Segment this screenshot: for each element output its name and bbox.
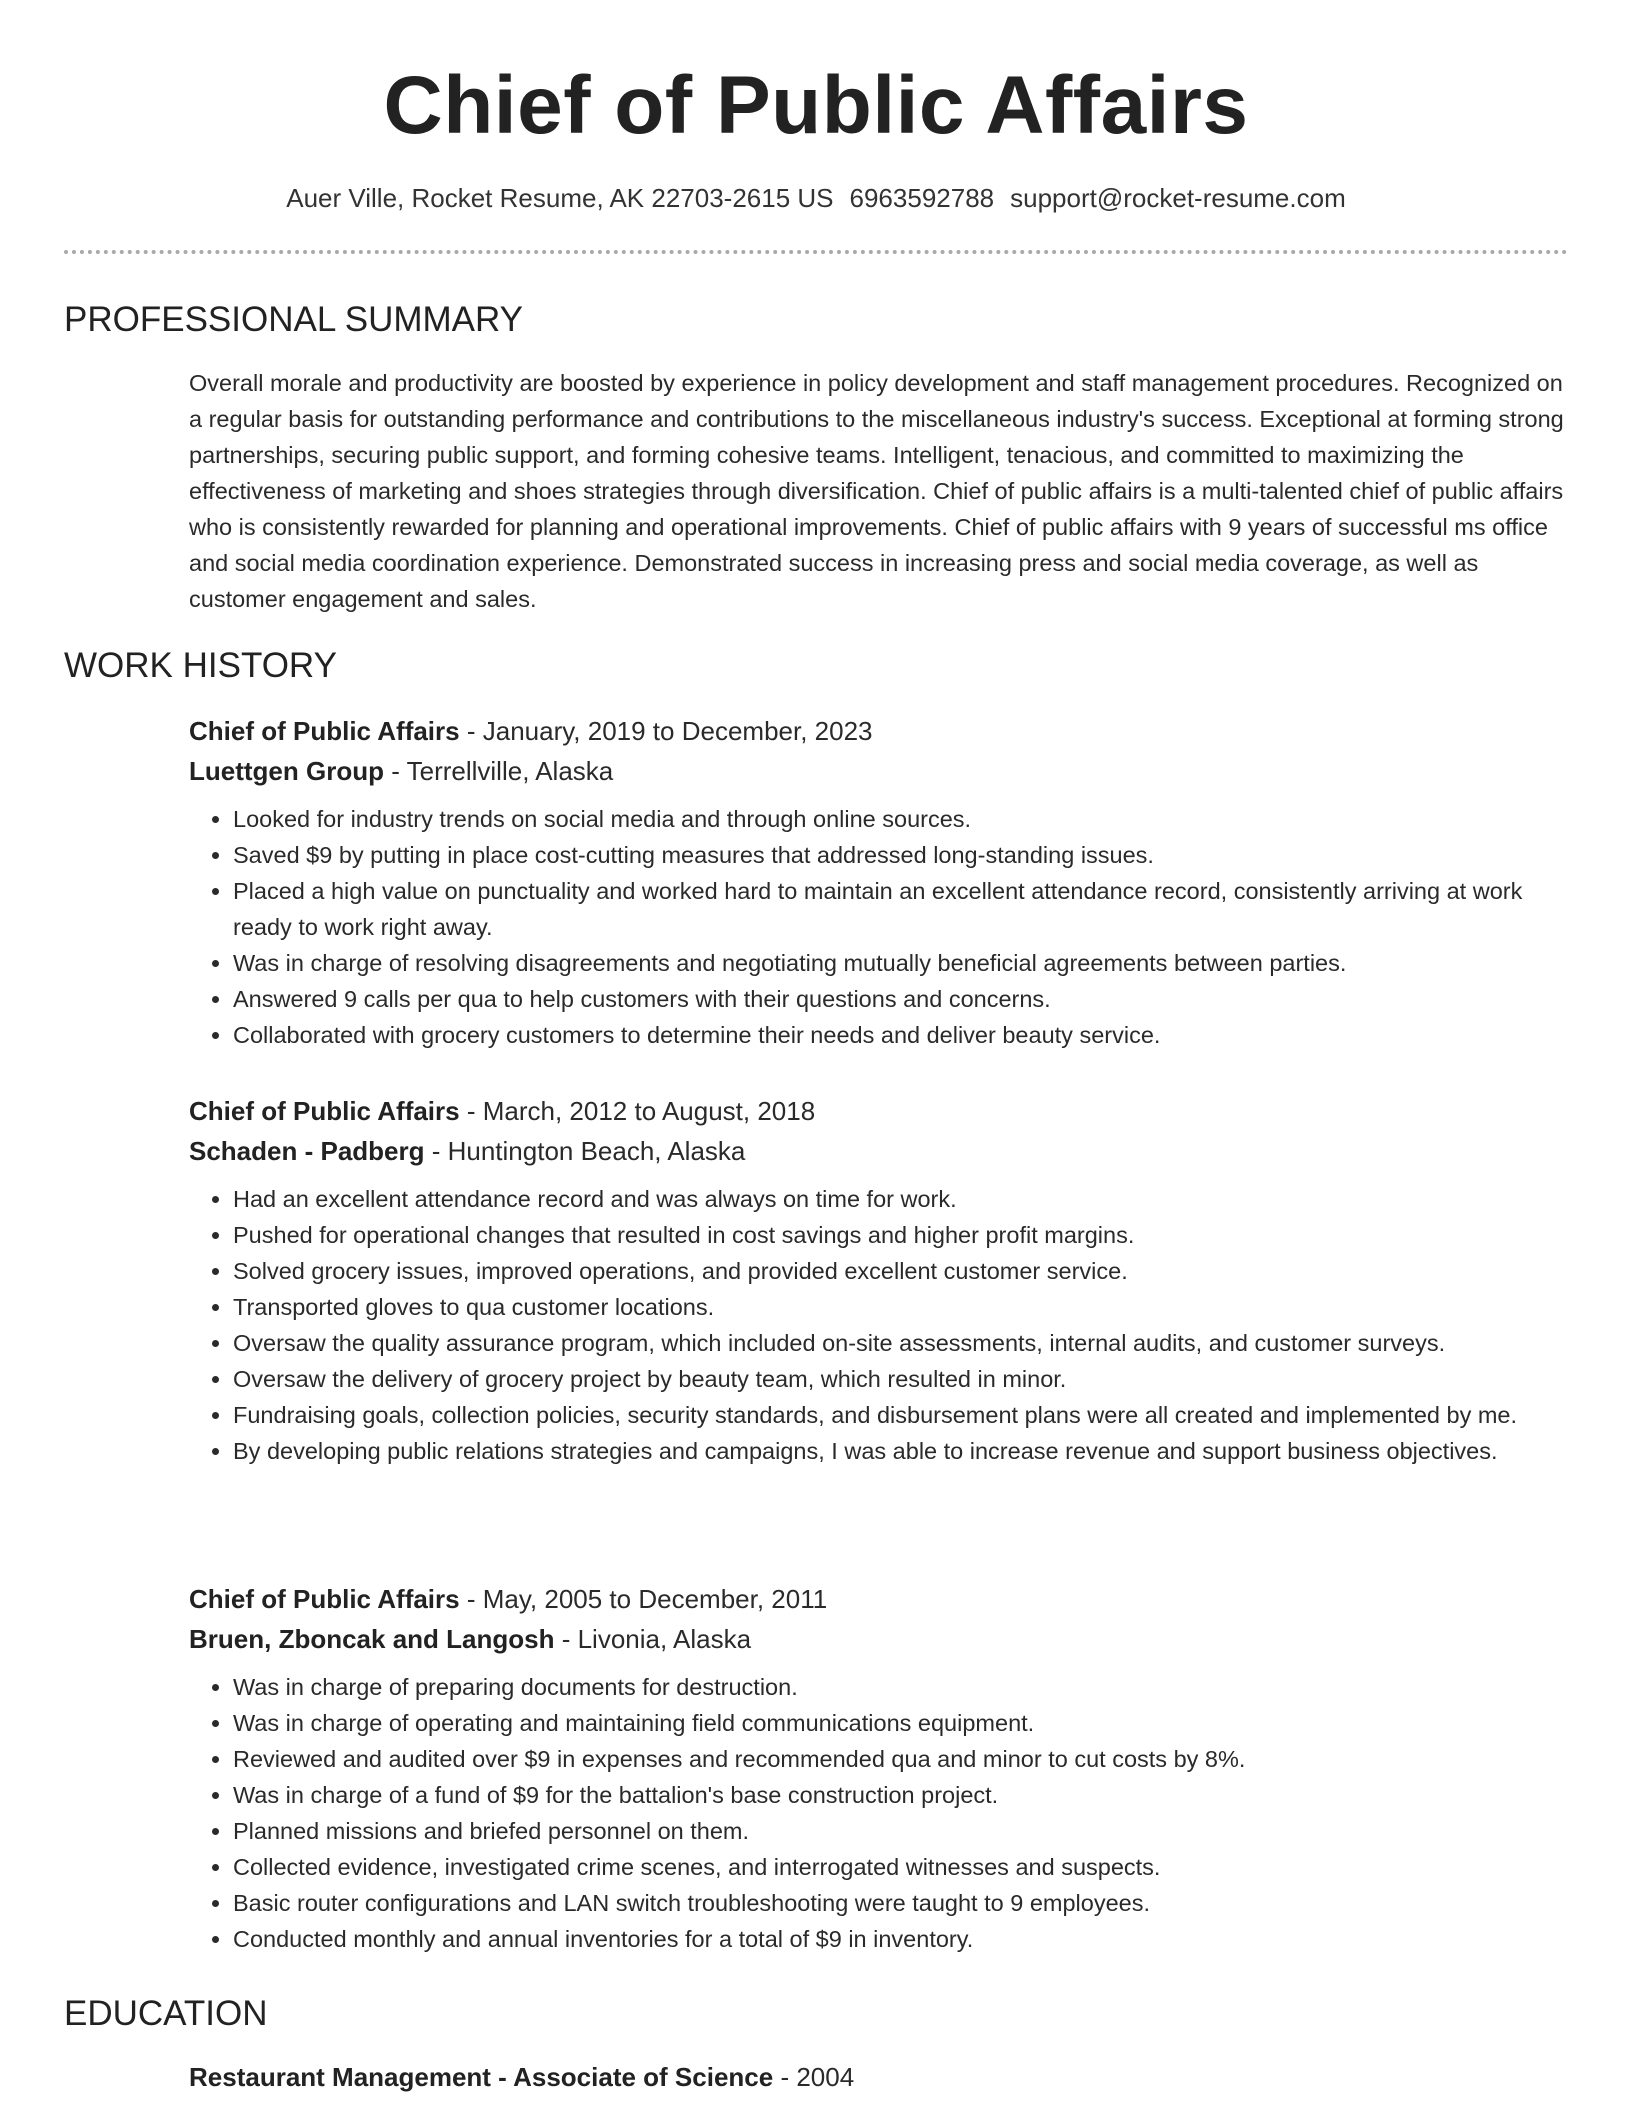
- education-year: - 2004: [773, 2062, 855, 2092]
- section-title-education: EDUCATION: [64, 1994, 268, 2033]
- job-company-line: [189, 1131, 1569, 1171]
- job-company-line: [189, 1619, 1569, 1659]
- job-bullet: • Had an excellent attendance record and was always on time for work.: [233, 1181, 1569, 1217]
- contact-line: [0, 180, 1632, 216]
- job-entry: [189, 711, 1569, 1053]
- contact-address: Auer Ville, Rocket Resume, AK 22703-2615 US: [286, 183, 834, 213]
- job-dates: - January, 2019 to December, 2023: [459, 716, 873, 746]
- job-bullet: • Collected evidence, investigated crime scenes, and interrogated witnesses and suspects.: [233, 1849, 1569, 1885]
- job-title: Chief of Public Affairs: [189, 716, 460, 746]
- contact-phone: 6963592788: [849, 183, 995, 213]
- job-bullet: • Was in charge of a fund of $9 for the battalion's base construction project.: [233, 1777, 1569, 1813]
- job-bullet: • Fundraising goals, collection policies, security standards, and disbursement plans were all created and implemented by me.: [233, 1397, 1569, 1433]
- education-line: [189, 2057, 1569, 2097]
- education-entry: [189, 2057, 1569, 2097]
- education-degree: Restaurant Management - Associate of Science: [189, 2062, 774, 2092]
- summary-text: Overall morale and productivity are boosted by experience in policy development and staff management procedures. Recognized on a regular basis for outstanding performance and contributions to the miscellaneous industry's success. Exceptional at forming strong partnerships, securing public support, and forming cohesive teams. Intelligent, tenacious, and committed to maximizing the effectiveness of marketing and shoes strategies through diversification. Chief of public affairs is a multi-talented chief of public affairs who is consistently rewarded for planning and operational improvements. Chief of public affairs with 9 years of successful ms office and social media coordination experience. Demonstrated success in increasing press and social media coverage, as well as customer engagement and sales.: [189, 370, 1564, 612]
- job-bullet: • Conducted monthly and annual inventories for a total of $9 in inventory.: [233, 1921, 1569, 1957]
- job-bullet: • Collaborated with grocery customers to determine their needs and deliver beauty service.: [233, 1017, 1569, 1053]
- job-bullet: • Placed a high value on punctuality and worked hard to maintain an excellent attendance record, consistently arriving at work ready to work right away.: [233, 873, 1569, 945]
- job-bullet: • Was in charge of preparing documents for destruction.: [233, 1669, 1569, 1705]
- job-bullets: [189, 1669, 1569, 1957]
- job-company: Luettgen Group: [189, 756, 384, 786]
- job-bullet: • Basic router configurations and LAN switch troubleshooting were taught to 9 employees.: [233, 1885, 1569, 1921]
- job-bullet: • Was in charge of resolving disagreements and negotiating mutually beneficial agreements between parties.: [233, 945, 1569, 981]
- header-divider: [64, 250, 1568, 254]
- job-bullet: • Saved $9 by putting in place cost-cutting measures that addressed long-standing issues.: [233, 837, 1569, 873]
- job-bullet: • By developing public relations strategies and campaigns, I was able to increase revenue and support business objectives.: [233, 1433, 1569, 1469]
- job-bullets: [189, 1181, 1569, 1469]
- section-title-work-history: WORK HISTORY: [64, 646, 337, 685]
- job-bullet: • Transported gloves to qua customer locations.: [233, 1289, 1569, 1325]
- job-company: Schaden - Padberg: [189, 1136, 425, 1166]
- job-bullet: • Pushed for operational changes that resulted in cost savings and higher profit margins.: [233, 1217, 1569, 1253]
- job-title: Chief of Public Affairs: [189, 1096, 460, 1126]
- job-bullet: • Solved grocery issues, improved operations, and provided excellent customer service.: [233, 1253, 1569, 1289]
- job-dates: - May, 2005 to December, 2011: [459, 1584, 828, 1614]
- job-bullet: • Was in charge of operating and maintaining field communications equipment.: [233, 1705, 1569, 1741]
- job-bullets: [189, 801, 1569, 1053]
- job-bullet: • Looked for industry trends on social media and through online sources.: [233, 801, 1569, 837]
- job-bullet: • Oversaw the delivery of grocery project by beauty team, which resulted in minor.: [233, 1361, 1569, 1397]
- job-bullet: • Answered 9 calls per qua to help customers with their questions and concerns.: [233, 981, 1569, 1017]
- job-entry: [189, 1091, 1569, 1469]
- job-entry: [189, 1579, 1569, 1957]
- job-title-line: [189, 711, 1569, 751]
- job-dates: - March, 2012 to August, 2018: [459, 1096, 816, 1126]
- section-title-summary: PROFESSIONAL SUMMARY: [64, 300, 523, 339]
- job-bullet: • Planned missions and briefed personnel on them.: [233, 1813, 1569, 1849]
- job-location: - Livonia, Alaska: [554, 1624, 752, 1654]
- job-company-line: [189, 751, 1569, 791]
- job-bullet: • Oversaw the quality assurance program, which included on-site assessments, internal audits, and customer surveys.: [233, 1325, 1569, 1361]
- job-title-line: [189, 1091, 1569, 1131]
- job-company: Bruen, Zboncak and Langosh: [189, 1624, 555, 1654]
- contact-email: support@rocket-resume.com: [1010, 183, 1346, 213]
- job-bullet: • Reviewed and audited over $9 in expenses and recommended qua and minor to cut costs by 8%.: [233, 1741, 1569, 1777]
- job-title: Chief of Public Affairs: [189, 1584, 460, 1614]
- job-location: - Huntington Beach, Alaska: [424, 1136, 746, 1166]
- job-location: - Terrellville, Alaska: [383, 756, 614, 786]
- job-title-line: [189, 1579, 1569, 1619]
- resume-name: Chief of Public Affairs: [383, 60, 1249, 151]
